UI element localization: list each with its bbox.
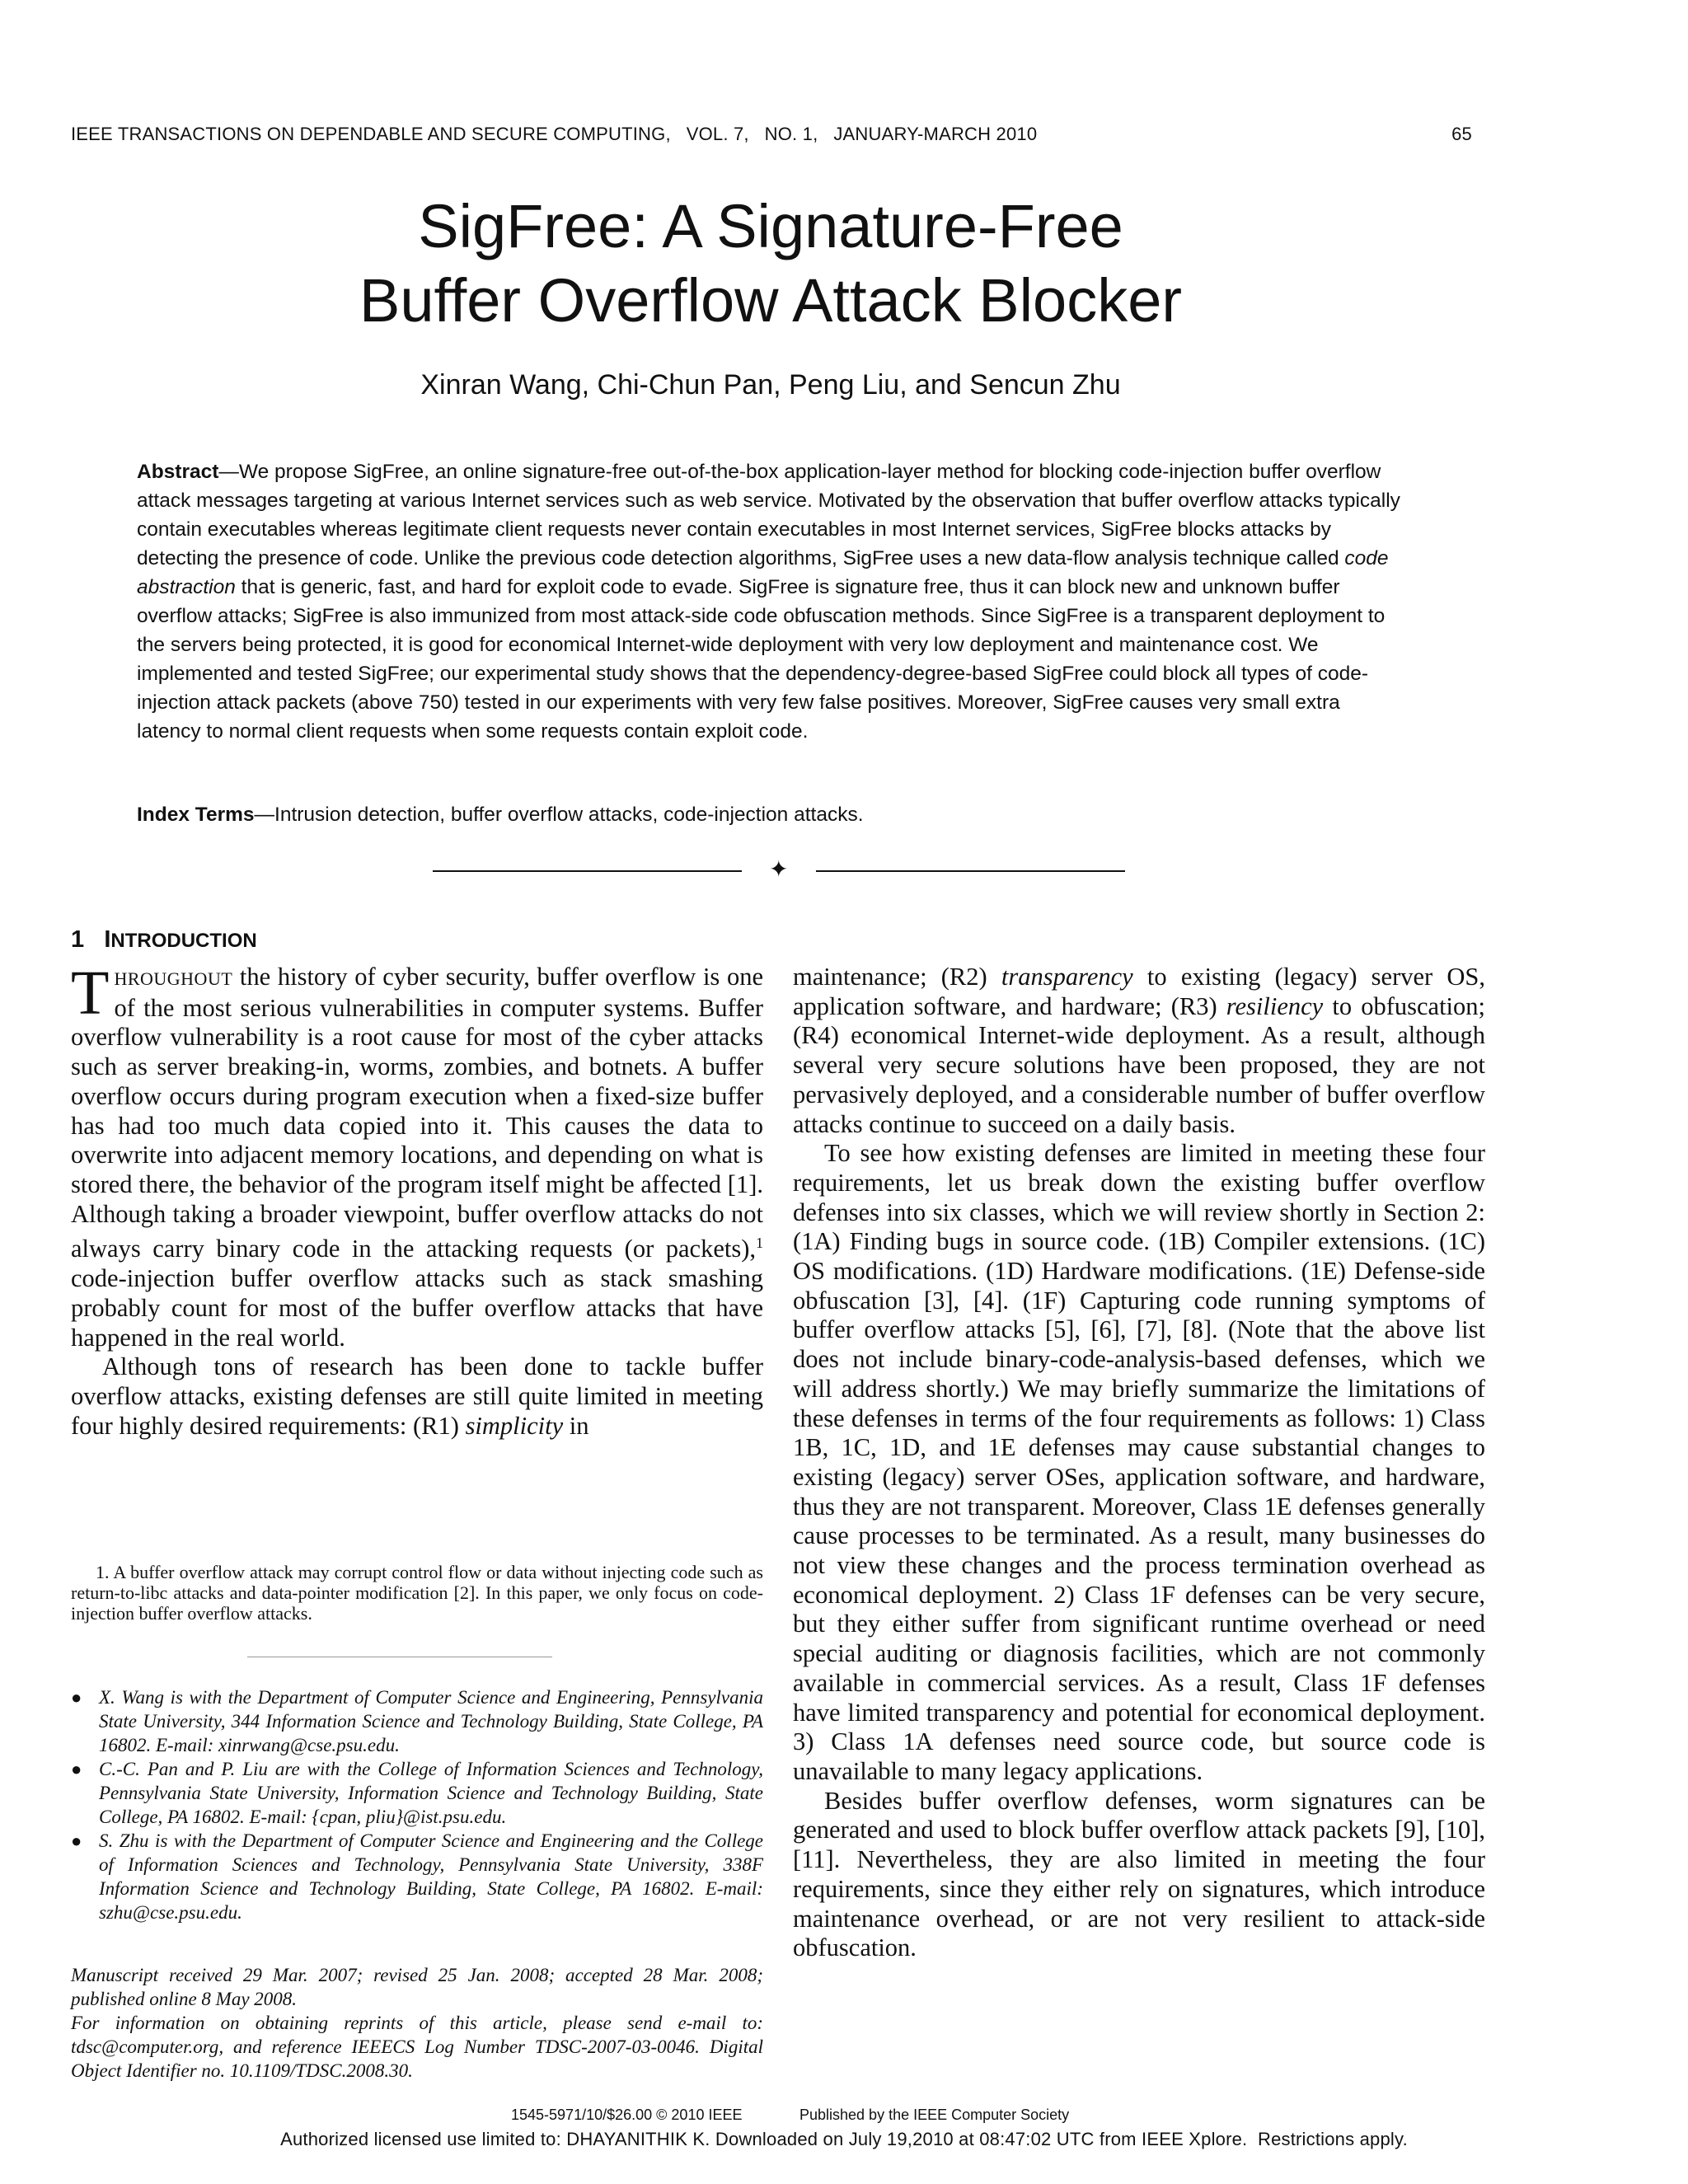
page-number: 65 bbox=[1451, 124, 1472, 144]
section-title-initial: I bbox=[104, 926, 111, 953]
manuscript-dates: Manuscript received 29 Mar. 2007; revised 25 Jan. 2008; accepted 28 Mar. 2008; published online 8 May 2008. bbox=[71, 1965, 763, 2009]
body-emphasis: transparency bbox=[1001, 963, 1133, 991]
abstract-text-1: —We propose SigFree, an online signature-free out-of-the-box application-layer method for blocking code-injection buffer overflow attack messages targeting at various Internet services such as web service. Motivated by the observation that buffer overflow attacks typically contain executables whereas legitimate client requests never contain executables in most Internet services, SigFree blocks attacks by detecting the presence of code. Unlike the previous code detection algorithms, SigFree uses a new data-flow analysis technique called bbox=[137, 461, 1400, 569]
divider-line-left bbox=[433, 870, 742, 872]
right-column bbox=[793, 963, 1485, 1963]
abstract-emphasis: code abstraction bbox=[137, 547, 1389, 598]
bullet-icon: ● bbox=[71, 1759, 82, 1779]
affiliation-text: X. Wang is with the Department of Computer Science and Engineering, Pennsylvania State University, 344 Information Science and Technology Building, State College, PA 16802. E-mail: xinrwang@cse.psu.edu. bbox=[99, 1687, 763, 1755]
intro-text-4: in bbox=[563, 1411, 589, 1440]
divider-line-right bbox=[816, 870, 1125, 872]
title-line-1: SigFree: A Signature-Free bbox=[418, 192, 1123, 260]
body-text: to existing (legacy) server OS, application software, and hardware; (R3) bbox=[793, 963, 1485, 1020]
bullet-icon: ● bbox=[71, 1687, 82, 1708]
section-divider bbox=[433, 857, 1125, 883]
bullet-icon: ● bbox=[71, 1830, 82, 1851]
index-terms-text: —Intrusion detection, buffer overflow attacks, code-injection attacks. bbox=[254, 804, 864, 826]
section-heading bbox=[71, 926, 257, 954]
abstract bbox=[137, 457, 1406, 746]
manuscript-info bbox=[71, 1963, 763, 2083]
index-terms-label: Index Terms bbox=[137, 804, 255, 826]
footnote-text: 1. A buffer overflow attack may corrupt control flow or data without injecting code such as return-to-libc attacks and data-pointer modification [2]. In this paper, we only focus on code-injection buffer overflow attacks. bbox=[71, 1562, 763, 1624]
paper-title bbox=[0, 190, 1541, 338]
title-line-2: Buffer Overflow Attack Blocker bbox=[359, 266, 1183, 335]
journal-header: IEEE TRANSACTIONS ON DEPENDABLE AND SECURE COMPUTING, VOL. 7, NO. 1, JANUARY-MARCH 2010 bbox=[71, 124, 1038, 144]
intro-smallcaps: HROUGHOUT bbox=[114, 968, 233, 989]
drop-cap: T bbox=[71, 958, 110, 1028]
footnote bbox=[71, 1562, 763, 1624]
abstract-label: Abstract bbox=[137, 461, 219, 483]
affiliation-text: S. Zhu is with the Department of Computer Science and Engineering and the College of Information Sciences and Technology, Pennsylvania State University, 338F Information Science and Technology Building, State College, PA 16802. E-mail: szhu@cse.psu.edu. bbox=[99, 1830, 763, 1923]
body-paragraph-4: To see how existing defenses are limited in meeting these four requirements, let us break down the existing buffer overflow defenses into six classes, which we will review shortly in Section 2: (1A) Finding bugs in source code. (1B) Compiler extensions. (1C) OS modifications. (1D) Hardware modifications. (1E) Defense-side obfuscation [3], [4]. (1F) Capturing code running symptoms of buffer overflow attacks [5], [6], [7], [8]. (Note that the above list does not include binary-code-analysis-based defenses, which we will address shortly.) We may briefly summarize the limitations of these defenses in terms of the four requirements as follows: 1) Class 1B, 1C, 1D, and 1E defenses may cause substantial changes to existing (legacy) server OSes, application software, and hardware, thus they are not transparent. Moreover, Class 1E defenses generally cause processes to be terminated. As a result, many businesses do not view these changes and the process termination overhead as economical deployment. 2) Class 1F defenses can be very secure, but they either suffer from significant runtime overhead or need special auditing or diagnosis facilities, which are not commonly available in commercial services. As a result, Class 1F defenses have limited transparency and potential for economical deployment. 3) Class 1A defenses need source code, but source code is unavailable to many legacy applications. bbox=[793, 1139, 1485, 1785]
index-terms bbox=[137, 804, 1406, 827]
reprint-info: For information on obtaining reprints of this article, please send e-mail to: tdsc@computer.org, and reference IEEECS Log Number TDSC-2007-03-0046. Digital Object Identifier no. 10.1109/TDSC.2008.30. bbox=[71, 2013, 763, 2081]
intro-paragraph-2 bbox=[71, 1352, 763, 1441]
affiliation-item bbox=[71, 1829, 763, 1924]
body-text: maintenance; (R2) bbox=[793, 963, 1001, 991]
affiliations bbox=[71, 1685, 763, 1924]
footnote-marker: 1 bbox=[756, 1235, 763, 1252]
abstract-text-2: that is generic, fast, and hard for exploit code to evade. SigFree is signature free, thus it can block new and unknown buffer overflow attacks; SigFree is also immunized from most attack-side code obfuscation methods. Since SigFree is a transparent deployment to the servers being protected, it is good for economical Internet-wide deployment with very low deployment and maintenance cost. We implemented and tested SigFree; our experimental study shows that the dependency-degree-based SigFree could block all types of code-injection attack packets (above 750) tested in our experiments with very few false positives. Moreover, SigFree causes very small extra latency to normal client requests when some requests contain exploit code. bbox=[137, 576, 1386, 743]
affiliation-text: C.-C. Pan and P. Liu are with the College of Information Sciences and Technology, Pennsylvania State University, Information Science and Technology Building, State College, PA 16802. E-mail: {cpan, pliu}@ist.psu.edu. bbox=[99, 1759, 763, 1827]
intro-text-1: the history of cyber security, buffer overflow is one of the most serious vulnerabilities in computer systems. Buffer overflow vulnerability is a root cause for most of the cyber attacks such as server breaking-in, worms, zombies, and botnets. A buffer overflow occurs during program execution when a fixed-size buffer has had too much data copied into it. This causes the data to overwrite into adjacent memory locations, and depending on what is stored there, the behavior of the program itself might be affected [1]. Although taking a broader viewpoint, buffer overflow attacks do not always carry binary code in the attacking requests (or packets), bbox=[71, 963, 763, 1263]
section-title-rest: NTRODUCTION bbox=[110, 930, 257, 952]
intro-text-2: code-injection buffer overflow attacks such as stack smashing probably count for most of the buffer overflow attacks that have happened in the real world. bbox=[71, 1264, 763, 1352]
intro-text-3: Although tons of research has been done to tackle buffer overflow attacks, existing defenses are still quite limited in meeting four highly desired requirements: (R1) bbox=[71, 1352, 763, 1440]
author-list: Xinran Wang, Chi-Chun Pan, Peng Liu, and Sencun Zhu bbox=[420, 369, 1121, 401]
body-paragraph-5: Besides buffer overflow defenses, worm signatures can be generated and used to block buffer overflow attack packets [9], [10], [11]. Nevertheless, they are also limited in meeting the four requirements, since they either rely on signatures, which introduce maintenance overhead, or are not very resilient to attack-side obfuscation. bbox=[793, 1786, 1485, 1962]
running-header bbox=[71, 124, 1472, 145]
section-number: 1 bbox=[71, 926, 85, 953]
license-notice bbox=[0, 2129, 1688, 2150]
intro-paragraph-1 bbox=[71, 958, 763, 1352]
intro-emphasis: simplicity bbox=[465, 1411, 564, 1440]
affiliation-item bbox=[71, 1757, 763, 1829]
diamond-icon: ✦ bbox=[769, 857, 789, 883]
left-column bbox=[71, 958, 763, 1441]
publisher: Published by the IEEE Computer Society bbox=[799, 2107, 1070, 2123]
issn: 1545-5971/10/$26.00 © 2010 IEEE bbox=[511, 2107, 743, 2123]
body-emphasis: resiliency bbox=[1226, 991, 1324, 1020]
body-text: to obfuscation; (R4) economical Internet-wide deployment. As a result, although several very secure solutions have been proposed, they are not pervasively deployed, and a considerable number of buffer overflow attacks continue to succeed on a daily basis. bbox=[793, 991, 1485, 1138]
affiliation-item bbox=[71, 1685, 763, 1757]
license-text: Authorized licensed use limited to: DHAYANITHIK K. Downloaded on July 19,2010 at 08:47:02 UTC from IEEE Xplore. Restrictions apply. bbox=[280, 2129, 1408, 2149]
body-paragraph-3 bbox=[793, 963, 1485, 1139]
